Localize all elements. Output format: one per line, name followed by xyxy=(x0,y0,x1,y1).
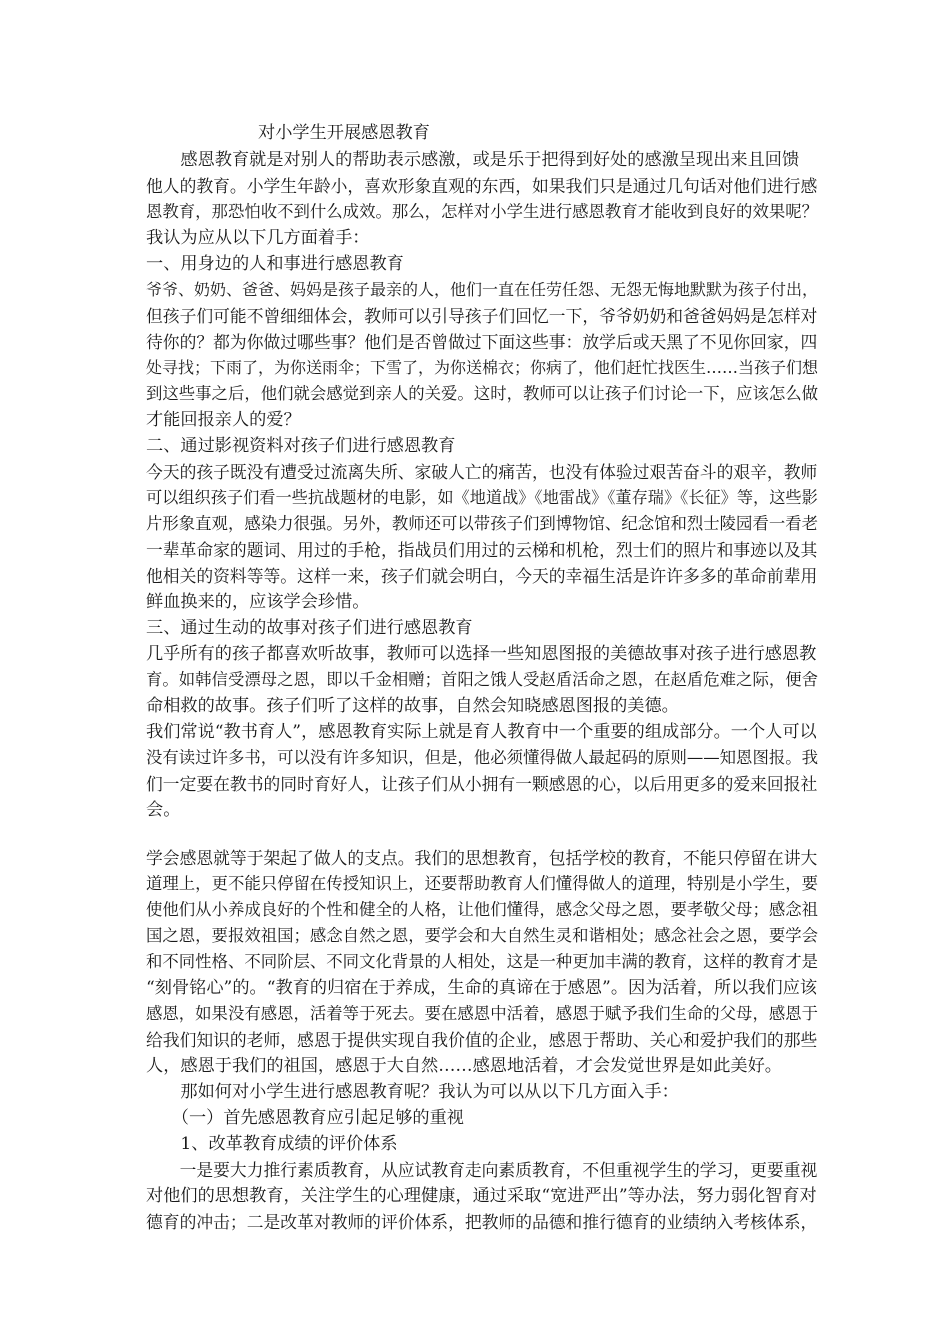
text-line: 感恩教育就是对别人的帮助表示感激，或是乐于把得到好处的感激呈现出来且回馈 xyxy=(146,150,800,170)
text-line: 我认为应从以下几方面着手： xyxy=(146,228,370,248)
text-line: 但孩子们可能不曾细细体会，教师可以引导孩子们回忆一下，爷爷奶奶和爸爸妈妈是怎样对 xyxy=(146,306,818,326)
text-line: 一辈革命家的题词、用过的手枪，指战员们用过的云梯和机枪，烈士们的照片和事迹以及其 xyxy=(146,540,818,560)
text-line: 德育的冲击；二是改革对教师的评价体系，把教师的品德和推行德育的业绩纳入考核体系， xyxy=(146,1212,818,1232)
text-line: 道理上，更不能只停留在传授知识上，还要帮助教育人们懂得做人的道理，特别是小学生，要 xyxy=(146,874,818,893)
text-line: “刻骨铭心”的。“教育的归宿在于养成，生命的真谛在于感恩”。因为活着，所以我们应该 xyxy=(146,978,818,998)
text-line: 国之恩，要报效祖国；感念自然之恩，要学会和大自然生灵和谐相处；感念社会之恩，要学会 xyxy=(146,926,818,945)
text-line: 我们常说“教书育人”，感恩教育实际上就是育人教育中一个重要的组成部分。一个人可以 xyxy=(146,722,817,742)
text-line: 对他们的思想教育，关注学生的心理健康，通过采取“宽进严出”等办法，努力弱化智育对 xyxy=(146,1186,817,1206)
text-line: 片形象直观，感染力很强。另外，教师还可以带孩子们到博物馆、纪念馆和烈士陵园看一看老 xyxy=(146,514,818,533)
text-line: 可以组织孩子们看一些抗战题材的电影，如《地道战》《地雷战》《董存瑞》《长征》等，这些影 xyxy=(146,488,818,507)
text-line: 和不同性格、不同阶层、不同文化背景的人相处，这是一种更加丰满的教育，这样的教育才是 xyxy=(146,952,818,971)
text-line: 他人的教育。小学生年龄小，喜欢形象直观的东西，如果我们只是通过几句话对他们进行感 xyxy=(146,176,818,196)
text-line: 没有读过许多书，可以没有许多知识，但是，他必须懂得做人最起码的原则——知恩图报。我 xyxy=(146,748,818,767)
text-line: 待你的？都为你做过哪些事？他们是否曾做过下面这些事：放学后或天黑了不见你回家，四 xyxy=(146,332,818,352)
text-line: 恩教育，那恐怕收不到什么成效。那么，怎样对小学生进行感恩教育才能收到良好的效果呢？ xyxy=(146,202,818,221)
text-line: 人，感恩于我们的祖国，感恩于大自然……感恩地活着，才会发觉世界是如此美好。 xyxy=(146,1056,782,1076)
text-line: 今天的孩子既没有遭受过流离失所、家破人亡的痛苦，也没有体验过艰苦奋斗的艰辛，教师 xyxy=(146,462,818,482)
text-line: 使他们从小养成良好的个性和健全的人格，让他们懂得，感念父母之恩，要孝敬父母；感念祖 xyxy=(146,900,818,919)
text-line: 才能回报亲人的爱？ xyxy=(146,410,301,430)
section-part-one xyxy=(146,147,818,823)
text-line: 爷爷、奶奶、爸爸、妈妈是孩子最亲的人，他们一直在任劳任怨、无怨无悔地默默为孩子付出， xyxy=(146,280,818,299)
text-line: 命相救的故事。孩子们听了这样的故事，自然会知晓感恩图报的美德。 xyxy=(146,696,679,716)
text-line: 1、改革教育成绩的评价体系 xyxy=(146,1134,398,1154)
text-line: 处寻找；下雨了，为你送雨伞；下雪了，为你送棉衣；你病了，他们赶忙找医生……当孩子们想 xyxy=(146,358,818,377)
text-line: 他相关的资料等等。这样一来，孩子们就会明白，今天的幸福生活是许许多多的革命前辈用 xyxy=(146,566,818,586)
text-line: 二、通过影视资料对孩子们进行感恩教育 xyxy=(146,436,456,456)
text-line: 们一定要在教书的同时育好人，让孩子们从小拥有一颗感恩的心，以后用更多的爱来回报社 xyxy=(146,774,818,794)
text-line: 三、通过生动的故事对孩子们进行感恩教育 xyxy=(146,618,473,638)
text-line: 感恩，如果没有感恩，活着等于死去。要在感恩中活着，感恩于赋予我们生命的父母，感恩于 xyxy=(146,1004,818,1023)
text-line: 给我们知识的老师，感恩于提供实现自我价值的企业，感恩于帮助、关心和爱护我们的那些 xyxy=(146,1030,818,1050)
section-part-two xyxy=(146,845,818,1235)
document-title: 对小学生开展感恩教育 xyxy=(258,123,430,143)
text-line: 几乎所有的孩子都喜欢听故事，教师可以选择一些知恩图报的美德故事对孩子进行感恩教 xyxy=(146,644,817,664)
text-line: 那如何对小学生进行感恩教育呢？我认为可以从以下几方面入手： xyxy=(146,1082,679,1102)
text-line: 鲜血换来的，应该学会珍惜。 xyxy=(146,592,370,612)
text-line: 学会感恩就等于架起了做人的支点。我们的思想教育，包括学校的教育，不能只停留在讲大 xyxy=(146,848,818,868)
text-line: 一、用身边的人和事进行感恩教育 xyxy=(146,254,404,274)
text-line: （一）首先感恩教育应引起足够的重视 xyxy=(146,1108,464,1128)
text-line: 到这些事之后，他们就会感觉到亲人的关爱。这时，教师可以让孩子们讨论一下，应该怎么做 xyxy=(146,384,818,403)
text-line: 会。 xyxy=(146,800,181,820)
text-line: 育。如韩信受漂母之恩，即以千金相赠；首阳之饿人受赵盾活命之恩，在赵盾危难之际，便舍 xyxy=(146,670,818,689)
text-line: 一是要大力推行素质教育，从应试教育走向素质教育，不但重视学生的学习，更要重视 xyxy=(146,1160,818,1180)
